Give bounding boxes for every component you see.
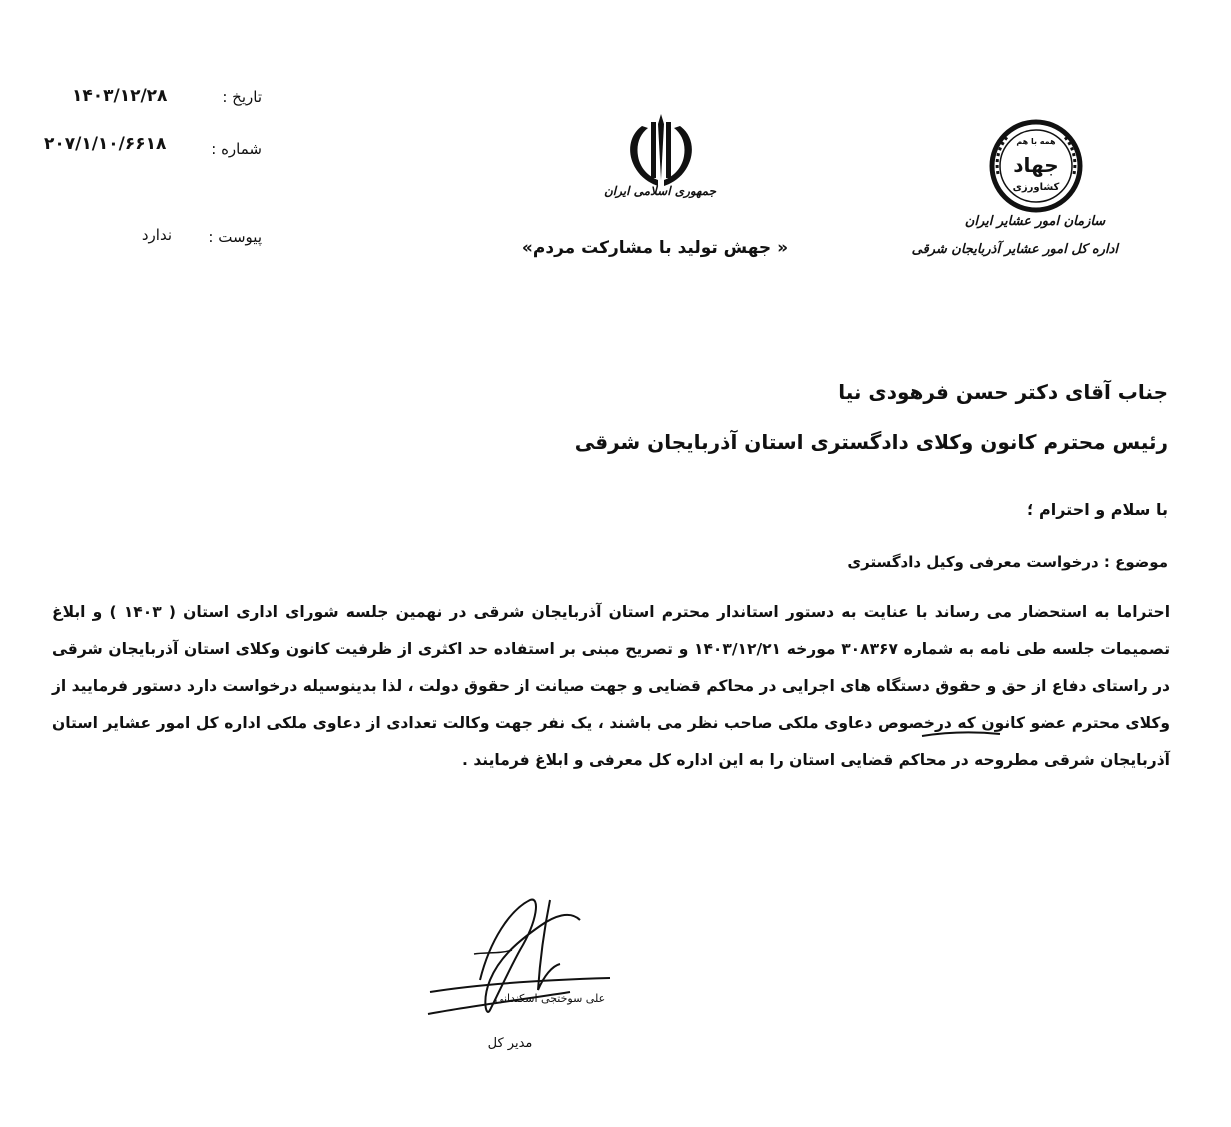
number-label: شماره : [211,140,262,158]
addressee-line-2: رئیس محترم کانون وکلای دادگستری استان آذربایجان شرقی [574,430,1168,454]
number-value: ۲۰۷/۱/۱۰/۶۶۱۸ [44,134,167,154]
logo-text-main: جهاد [1013,153,1059,177]
emblem-caption: جمهوری اسلامی ایران [603,184,717,198]
logo-text-bottom: کشاورزی [1012,182,1060,193]
date-value: ۱۴۰۳/۱۲/۲۸ [72,86,168,106]
signatory-name: علی سوختجی اسکندانی [494,992,606,1005]
addressee-line-1: جناب آقای دکتر حسن فرهودی نیا [838,380,1168,404]
org-line-2: اداره کل امور عشایر آذربایجان شرقی [911,242,1118,257]
subject-line: موضوع : درخواست معرفی وکیل دادگستری [847,553,1168,571]
iran-emblem-icon [618,112,704,190]
slogan: « جهش تولید با مشارکت مردم» [521,238,789,258]
org-line-1: سازمان امور عشایر ایران [964,214,1106,229]
attachment-label: پیوست : [208,228,262,246]
signatory-title: مدیر کل [487,1036,533,1051]
logo-text-top: همه با هم [1016,137,1056,146]
date-label: تاریخ : [222,88,262,106]
underline-mark [920,728,1002,740]
body-paragraph: احتراما به استحضار می رساند با عنایت به دستور استاندار محترم استان آذربایجان شرقی در نهمین جلسه شورای اداری استان ( ۱۴۰۳ ) و ابلاغ تصمیمات جلسه طی نامه به شماره ۳۰۸۳۶۷ مورخه ۱۴۰۳/۱۲/۲۱ و تصریح مبنی بر استفاده حد اکثری از ظرفیت کانون وکلای استان آذربایجان شرقی در راستای دفاع از حق و حقوق دستگاه های اجرایی در محاکم قضایی و جهت صیانت از حقوق دولت ، لذا بدینوسیله درخواست دارد دستور فرمایید از وکلای محترم عضو کانون که درخصوص دعاوی ملکی صاحب نظر می باشند ، یک نفر جهت وکالت تعدادی از دعاوی ملکی اداره کل امور عشایر استان آذربایجان شرقی مطروحه در محاکم قضایی استان را به این اداره کل معرفی و ابلاغ فرمایند . [52,603,1171,769]
signature-icon [420,880,620,1040]
attachment-value: ندارد [141,226,172,244]
greeting: با سلام و احترام ؛ [1027,500,1168,519]
jihad-agriculture-logo-icon [988,118,1084,214]
